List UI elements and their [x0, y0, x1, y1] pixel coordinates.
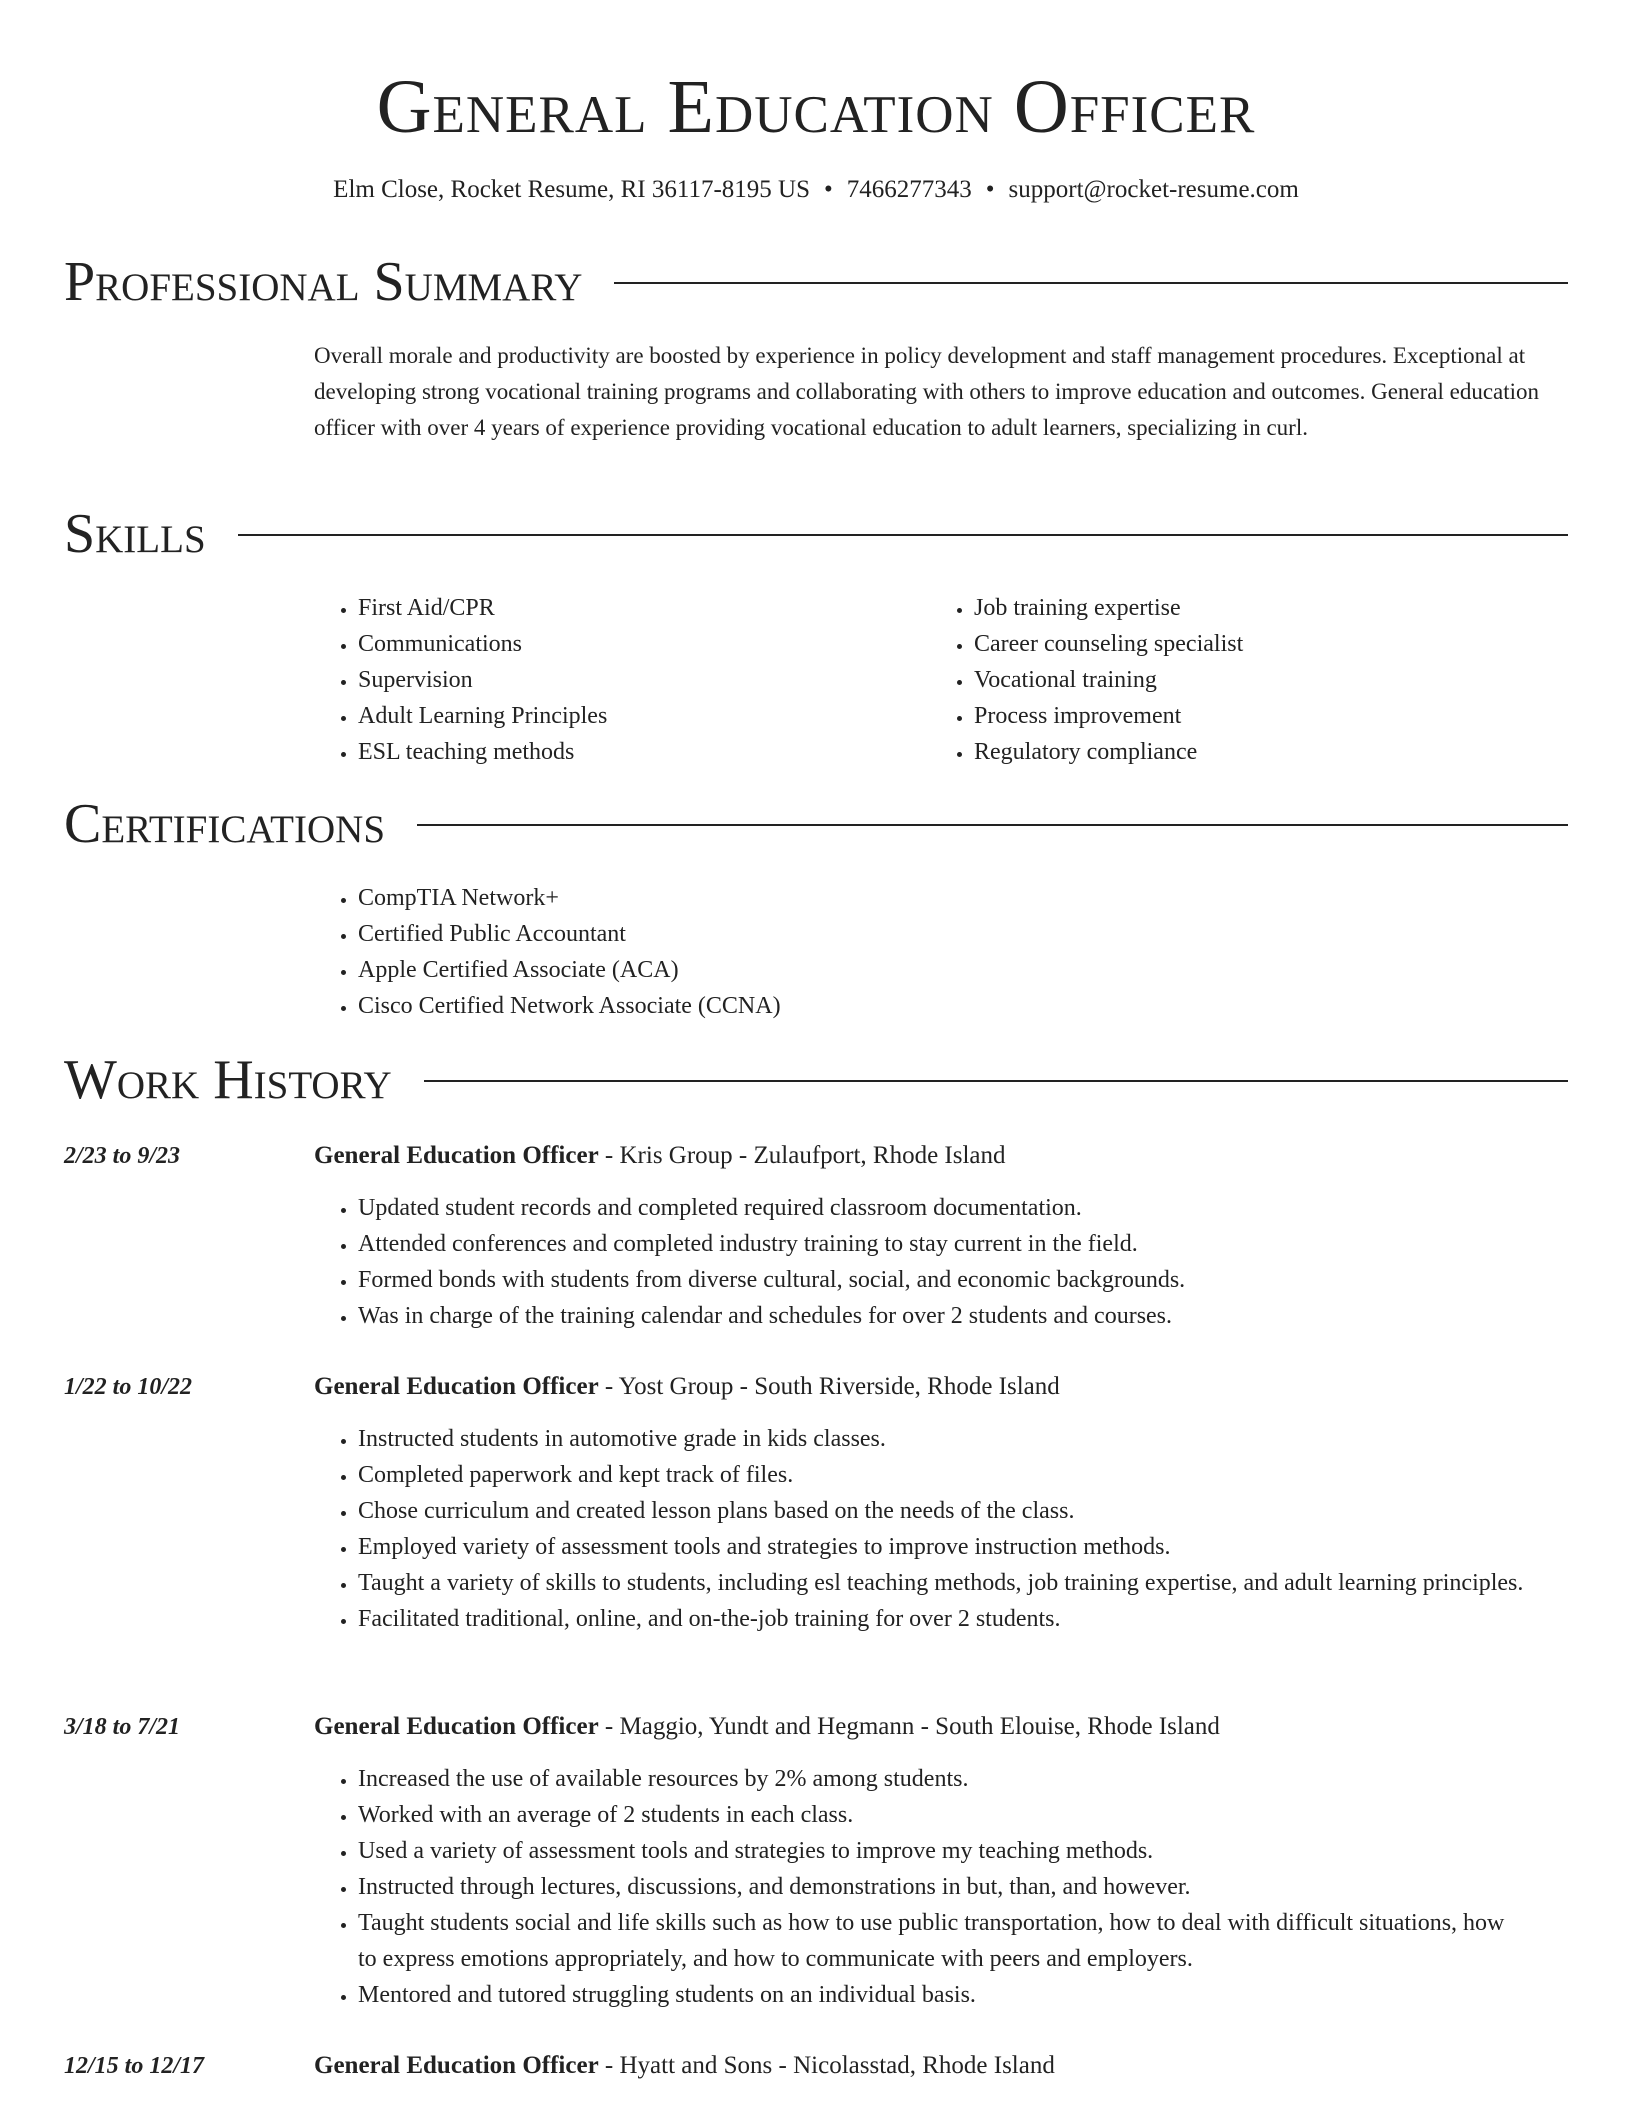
skill-item: • Supervision: [358, 662, 607, 698]
summary-section-header: [64, 250, 1568, 314]
job-heading: [314, 1709, 1574, 1745]
job-bullet: • Completed paperwork and kept track of files.: [358, 1457, 1524, 1493]
contact-phone: 7466277343: [846, 176, 972, 203]
job-employer: - Yost Group - South Riverside, Rhode Island: [598, 1373, 1060, 1400]
skills-list-left: [314, 590, 607, 770]
contact-email: support@rocket-resume.com: [1008, 176, 1299, 203]
skill-item: • ESL teaching methods: [358, 734, 607, 770]
contact-separator: •: [985, 176, 995, 203]
job-bullet: • Was in charge of the training calendar and schedules for over 2 students and courses.: [358, 1298, 1524, 1334]
resume-name: General Education Officer: [376, 65, 1256, 149]
job-dates: 2/23 to 9/23: [64, 1143, 181, 1169]
job-bullet: • Taught a variety of skills to students, including esl teaching methods, job training expertise, and adult learning principles.: [358, 1565, 1524, 1601]
job-heading: [314, 1138, 1574, 1174]
work-history-title: Work History: [64, 1049, 392, 1111]
certification-item: • Certified Public Accountant: [358, 916, 781, 952]
job-bullet: • Updated student records and completed required classroom documentation.: [358, 1190, 1524, 1226]
skill-item: • Vocational training: [974, 662, 1243, 698]
job-bullet-list: [314, 1761, 1524, 2013]
job-bullet: • Instructed students in automotive grade in kids classes.: [358, 1421, 1524, 1457]
job-bullet: • Instructed through lectures, discussions, and demonstrations in but, than, and however.: [358, 1869, 1524, 1905]
contact-line: [0, 172, 1632, 208]
job-bullet: • Used a variety of assessment tools and strategies to improve my teaching methods.: [358, 1833, 1524, 1869]
job-dates: 1/22 to 10/22: [64, 1374, 193, 1400]
job-bullet: • Taught students social and life skills such as how to use public transportation, how to deal with difficult situations, how to express emotions appropriately, and how to communicate with peers and employers.: [358, 1905, 1524, 1977]
job-dates: 12/15 to 12/17: [64, 2053, 205, 2079]
skill-item: • Communications: [358, 626, 607, 662]
skill-item: • Regulatory compliance: [974, 734, 1243, 770]
certifications-title: Certifications: [64, 793, 386, 855]
job-bullet: • Facilitated traditional, online, and on-the-job training for over 2 students.: [358, 1601, 1524, 1637]
skill-item: • First Aid/CPR: [358, 590, 607, 626]
job-bullet: • Employed variety of assessment tools and strategies to improve instruction methods.: [358, 1529, 1524, 1565]
job-dates: 3/18 to 7/21: [64, 1714, 181, 1740]
summary-title: Professional Summary: [64, 251, 583, 313]
section-divider: [238, 534, 1568, 536]
certifications-section-header: [64, 792, 1568, 856]
certification-item: • Cisco Certified Network Associate (CCNA): [358, 988, 781, 1024]
job-bullet: • Chose curriculum and created lesson plans based on the needs of the class.: [358, 1493, 1524, 1529]
job-role: General Education Officer: [314, 1373, 599, 1400]
job-role: General Education Officer: [314, 1713, 599, 1740]
section-divider: [417, 824, 1568, 826]
skill-item: • Process improvement: [974, 698, 1243, 734]
job-employer: - Kris Group - Zulaufport, Rhode Island: [598, 1142, 1006, 1169]
section-divider: [614, 282, 1568, 284]
skill-item: • Adult Learning Principles: [358, 698, 607, 734]
certification-item: • CompTIA Network+: [358, 880, 781, 916]
skills-list-right: [930, 590, 1243, 770]
job-role: General Education Officer: [314, 1142, 599, 1169]
job-bullet-list: [314, 1190, 1524, 1334]
job-heading: [314, 1369, 1574, 1405]
job-bullet: • Formed bonds with students from diverse cultural, social, and economic backgrounds.: [358, 1262, 1524, 1298]
certifications-list: [314, 880, 781, 1024]
skill-item: • Job training expertise: [974, 590, 1243, 626]
job-employer: - Maggio, Yundt and Hegmann - South Elouise, Rhode Island: [598, 1713, 1220, 1740]
skills-section-header: [64, 502, 1568, 566]
job-bullet: • Worked with an average of 2 students in each class.: [358, 1797, 1524, 1833]
job-employer: - Hyatt and Sons - Nicolasstad, Rhode Island: [598, 2052, 1055, 2079]
contact-separator: •: [824, 176, 833, 203]
job-role: General Education Officer: [314, 2052, 599, 2079]
job-bullet: • Increased the use of available resources by 2% among students.: [358, 1761, 1524, 1797]
contact-address: Elm Close, Rocket Resume, RI 36117-8195 US: [333, 176, 810, 203]
job-bullet-list: [314, 1421, 1524, 1637]
skills-title: Skills: [64, 503, 206, 565]
job-bullet: • Attended conferences and completed industry training to stay current in the field.: [358, 1226, 1524, 1262]
job-heading: [314, 2048, 1574, 2084]
skill-item: • Career counseling specialist: [974, 626, 1243, 662]
work-history-section-header: [64, 1048, 1568, 1112]
section-divider: [424, 1080, 1568, 1082]
summary-text: Overall morale and productivity are boosted by experience in policy development and staff management procedures. Exceptional at developing strong vocational training programs and collaborating with others to improve education and outcomes. General education officer with over 4 years of experience providing vocational education to adult learners, specializing in curl.: [314, 343, 1540, 440]
job-bullet: • Mentored and tutored struggling students on an individual basis.: [358, 1977, 1524, 2013]
certification-item: • Apple Certified Associate (ACA): [358, 952, 781, 988]
